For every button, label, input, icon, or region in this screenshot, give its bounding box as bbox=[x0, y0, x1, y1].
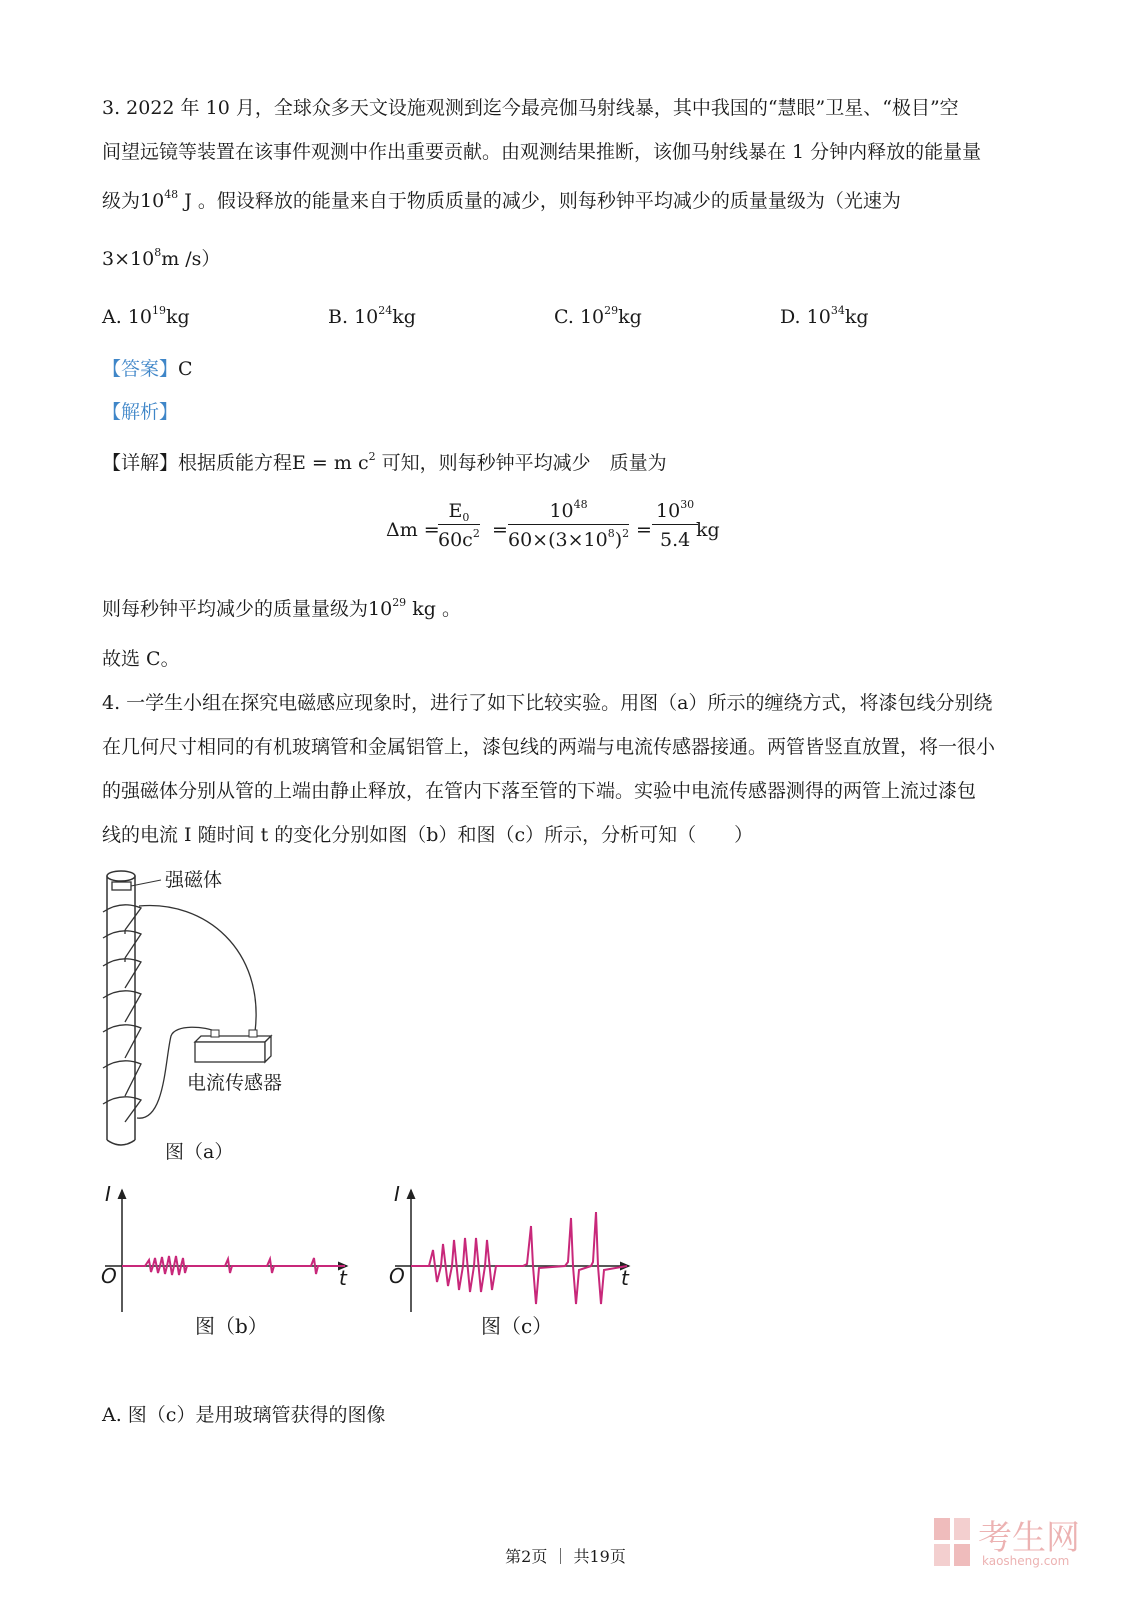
tube-diagram bbox=[95, 860, 335, 1170]
figure-b bbox=[95, 1182, 365, 1342]
figure-c bbox=[385, 1182, 645, 1342]
q3-light-speed-exp: 8 bbox=[154, 246, 162, 259]
option-unit: kg bbox=[166, 306, 190, 328]
option-base: 10 bbox=[354, 306, 379, 328]
figure-b-caption: 图（b） bbox=[195, 1314, 268, 1338]
q4-option-a: A. 图（c）是用玻璃管获得的图像 bbox=[102, 1404, 386, 1426]
frac3-num: 10 bbox=[656, 500, 681, 522]
option-base: 10 bbox=[579, 306, 605, 328]
q3-conclusion bbox=[102, 596, 461, 622]
option-label: D. bbox=[780, 306, 801, 328]
option-exp: 24 bbox=[378, 304, 393, 317]
frac1-den: 60c bbox=[438, 529, 473, 551]
frac2-den-pre: 60×(3×10 bbox=[508, 529, 608, 551]
frac1-den-sup: 2 bbox=[472, 527, 480, 540]
option-exp: 29 bbox=[604, 304, 619, 317]
q3-stem-line-4 bbox=[102, 246, 220, 272]
frac1-num: E bbox=[448, 500, 463, 522]
conclusion-exp: 29 bbox=[392, 596, 407, 609]
option-label: C. bbox=[554, 306, 574, 328]
watermark-url: kaosheng.com bbox=[982, 1554, 1070, 1568]
formula-lhs: Δm = bbox=[386, 519, 440, 541]
option-base: 10 bbox=[127, 306, 152, 328]
q3-stem-line-1: 3. 2022 年 10 月，全球众多天文设施观测到迄今最亮伽马射线暴，其中我国的“慧眼”卫星、“极目”空 bbox=[102, 97, 959, 119]
conclusion-post: kg 。 bbox=[406, 598, 461, 620]
frac2-num-sup: 48 bbox=[573, 498, 588, 511]
frac2-den-post: ) bbox=[614, 529, 623, 551]
formula-eq-1: = bbox=[492, 519, 508, 541]
frac2-num: 10 bbox=[549, 500, 574, 522]
sensor-label: 电流传感器 bbox=[187, 1072, 283, 1094]
q3-option-c bbox=[554, 306, 642, 328]
watermark-logo bbox=[930, 1510, 1090, 1580]
q3-answer bbox=[102, 356, 193, 382]
figure-b-origin: O bbox=[101, 1264, 117, 1288]
figure-c-caption: 图（c） bbox=[481, 1314, 553, 1338]
q3-light-speed-pre: 3×10 bbox=[102, 248, 155, 270]
figure-a-caption: 图（a） bbox=[165, 1141, 234, 1163]
option-unit: kg bbox=[618, 306, 642, 328]
watermark-icon bbox=[930, 1514, 976, 1570]
figure-c-origin: O bbox=[389, 1264, 405, 1288]
option-exp: 19 bbox=[152, 304, 166, 317]
frac1-num-sub: 0 bbox=[462, 511, 470, 524]
q3-light-speed-post: m /s） bbox=[161, 248, 221, 270]
option-unit: kg bbox=[392, 306, 416, 328]
frac2-den-outer-sup: 2 bbox=[622, 527, 630, 540]
formula-fraction-3 bbox=[652, 500, 698, 551]
q4-stem-line-3: 的强磁体分别从管的上端由静止释放，在管内下落至管的下端。实验中电流传感器测得的两管上流过漆包 bbox=[102, 780, 977, 802]
figure-c-current-curve bbox=[411, 1212, 627, 1304]
figure-a bbox=[95, 860, 335, 1170]
answer-tag: 【答案】 bbox=[102, 358, 179, 380]
frac3-num-sup: 30 bbox=[680, 498, 695, 511]
formula-eq-2: = bbox=[636, 519, 652, 541]
magnet-label: 强磁体 bbox=[165, 869, 223, 891]
page-footer: 第2页 ｜ 共19页 bbox=[505, 1547, 626, 1566]
formula-fraction-2 bbox=[508, 500, 629, 551]
frac3-den: 5.4 bbox=[659, 529, 691, 551]
option-label: B. bbox=[328, 306, 349, 328]
q3-option-d bbox=[780, 306, 869, 328]
detail-post: 可知，则每秒钟平均减少 质量为 bbox=[375, 452, 667, 474]
option-exp: 34 bbox=[830, 304, 845, 317]
option-unit: kg bbox=[844, 306, 869, 328]
q3-stem-line-3 bbox=[102, 188, 901, 214]
detail-pre: 根据质能方程E = m c bbox=[178, 452, 369, 474]
detail-tag: 【详解】 bbox=[102, 452, 179, 474]
formula-unit: kg bbox=[696, 519, 720, 541]
figure-b-y-label: I bbox=[105, 1182, 111, 1206]
figure-b-x-label: t bbox=[339, 1266, 347, 1290]
q3-option-b bbox=[328, 306, 416, 328]
detail-exp: 2 bbox=[368, 450, 376, 463]
figure-c-y-label: I bbox=[394, 1182, 400, 1206]
q3-detail bbox=[102, 450, 667, 476]
q3-stem-line-2: 间望远镜等装置在该事件观测中作出重要贡献。由观测结果推断，该伽马射线暴在 1 分钟内释放的能量量 bbox=[102, 141, 982, 163]
q3-energy-exp: 48 bbox=[164, 188, 179, 201]
figure-b-graph bbox=[95, 1182, 365, 1312]
q3-energy-pre: 级为10 bbox=[102, 190, 165, 212]
option-base: 10 bbox=[806, 306, 831, 328]
figure-c-graph bbox=[385, 1182, 645, 1312]
q4-stem-line-2: 在几何尺寸相同的有机玻璃管和金属铝管上，漆包线的两端与电流传感器接通。两管皆竖直放置，将一很小 bbox=[102, 736, 996, 758]
q4-stem-line-1: 4. 一学生小组在探究电磁感应现象时，进行了如下比较实验。用图（a）所示的缠绕方式，将漆包线分别绕 bbox=[102, 692, 993, 714]
formula-fraction-1 bbox=[438, 500, 480, 551]
frac2-den-sup: 8 bbox=[607, 527, 615, 540]
answer-value: C bbox=[178, 358, 193, 380]
option-label: A. bbox=[102, 306, 122, 328]
figure-c-x-label: t bbox=[621, 1266, 629, 1290]
q3-analysis-tag: 【解析】 bbox=[102, 401, 179, 423]
magnet-icon bbox=[112, 882, 131, 890]
watermark-text: 考生网 bbox=[978, 1518, 1080, 1558]
q3-final: 故选 C。 bbox=[102, 648, 180, 670]
q3-option-a bbox=[102, 306, 190, 328]
q3-energy-post: J 。假设释放的能量来自于物质质量的减少，则每秒钟平均减少的质量量级为（光速为 bbox=[178, 190, 901, 212]
conclusion-pre: 则每秒钟平均减少的质量量级为10 bbox=[102, 598, 393, 620]
current-sensor-icon bbox=[195, 1030, 271, 1062]
q4-stem-line-4: 线的电流 I 随时间 t 的变化分别如图（b）和图（c）所示，分析可知（ ） bbox=[102, 824, 754, 846]
